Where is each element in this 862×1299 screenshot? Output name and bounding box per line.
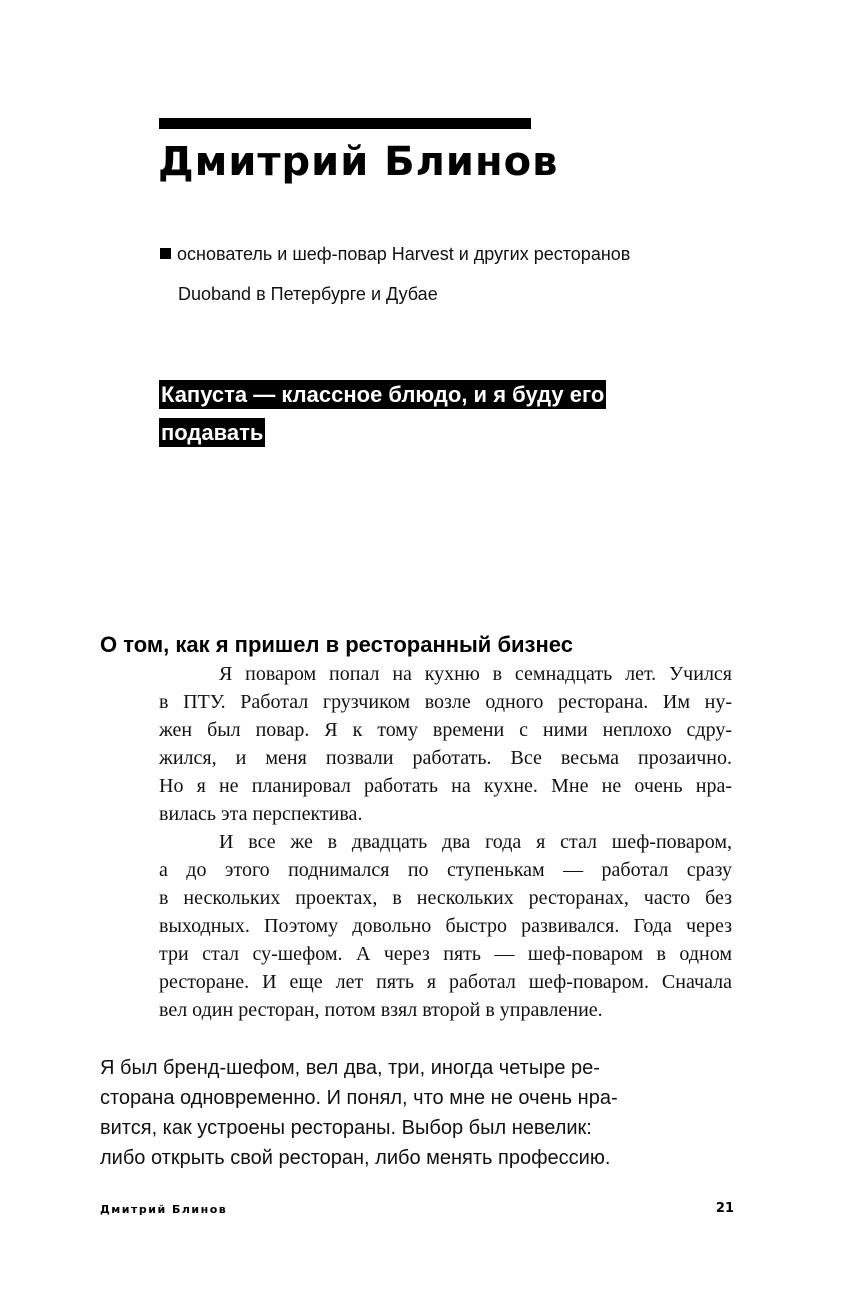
- bio-line-2: Duoband в Петербурге и Дубае: [178, 284, 438, 304]
- text-line: вится, как устроены рестораны. Выбор был невелик:: [100, 1117, 592, 1139]
- text-line: И все же в двадцать два года я стал шеф-поваром,: [219, 831, 732, 853]
- paragraph-2: [159, 828, 732, 1024]
- pull-quote-line-1: Капуста — классное блюдо, и я буду его: [161, 382, 605, 407]
- text-line: вилась эта перспектива.: [159, 803, 363, 825]
- text-line: вел один ресторан, потом взял второй в управление.: [159, 999, 603, 1021]
- square-bullet-icon: [160, 248, 171, 259]
- paragraph-1: [159, 660, 732, 828]
- pull-quote-line-2: подавать: [161, 420, 264, 445]
- text-line: жен был повар. Я к тому времени с ними неплохо сдру-: [159, 719, 732, 741]
- title-rule: [159, 118, 531, 129]
- text-line: а до этого поднимался по ступенькам — работал сразу: [159, 859, 732, 881]
- pull-quote: [159, 376, 679, 452]
- author-bio: [160, 234, 720, 314]
- text-line: сторана одновременно. И понял, что мне не очень нра-: [100, 1087, 618, 1109]
- body-text: [159, 660, 732, 1024]
- section-heading: О том, как я пришел в ресторанный бизнес: [100, 632, 573, 657]
- text-line: Я был бренд-шефом, вел два, три, иногда четыре ре-: [100, 1057, 600, 1079]
- bio-text-1: основатель и шеф-повар Harvest и других ресторанов: [177, 244, 631, 264]
- text-line: в нескольких проектах, в нескольких ресторанах, часто без: [159, 887, 732, 909]
- paragraph-3: [100, 1053, 646, 1173]
- author-name-heading: Дмитрий Блинов: [158, 139, 559, 185]
- running-head: Дмитрий Блинов: [100, 1203, 228, 1216]
- text-line: Я поваром попал на кухню в семнадцать лет. Учился: [219, 663, 732, 685]
- page-number: 21: [715, 1201, 734, 1216]
- text-line: либо открыть свой ресторан, либо менять профессию.: [100, 1147, 611, 1169]
- text-line: три стал су-шефом. А через пять — шеф-поваром в одном: [159, 943, 732, 965]
- bio-line-1: [160, 234, 720, 274]
- text-line: в ПТУ. Работал грузчиком возле одного ресторана. Им ну-: [159, 691, 732, 713]
- text-line: жился, и меня позвали работать. Все весьма прозаично.: [159, 747, 732, 769]
- text-line: выходных. Поэтому довольно быстро развивался. Года через: [159, 915, 732, 937]
- text-line: Но я не планировал работать на кухне. Мне не очень нра-: [159, 775, 732, 797]
- text-line: ресторане. И еще лет пять я работал шеф-поваром. Сначала: [159, 971, 732, 993]
